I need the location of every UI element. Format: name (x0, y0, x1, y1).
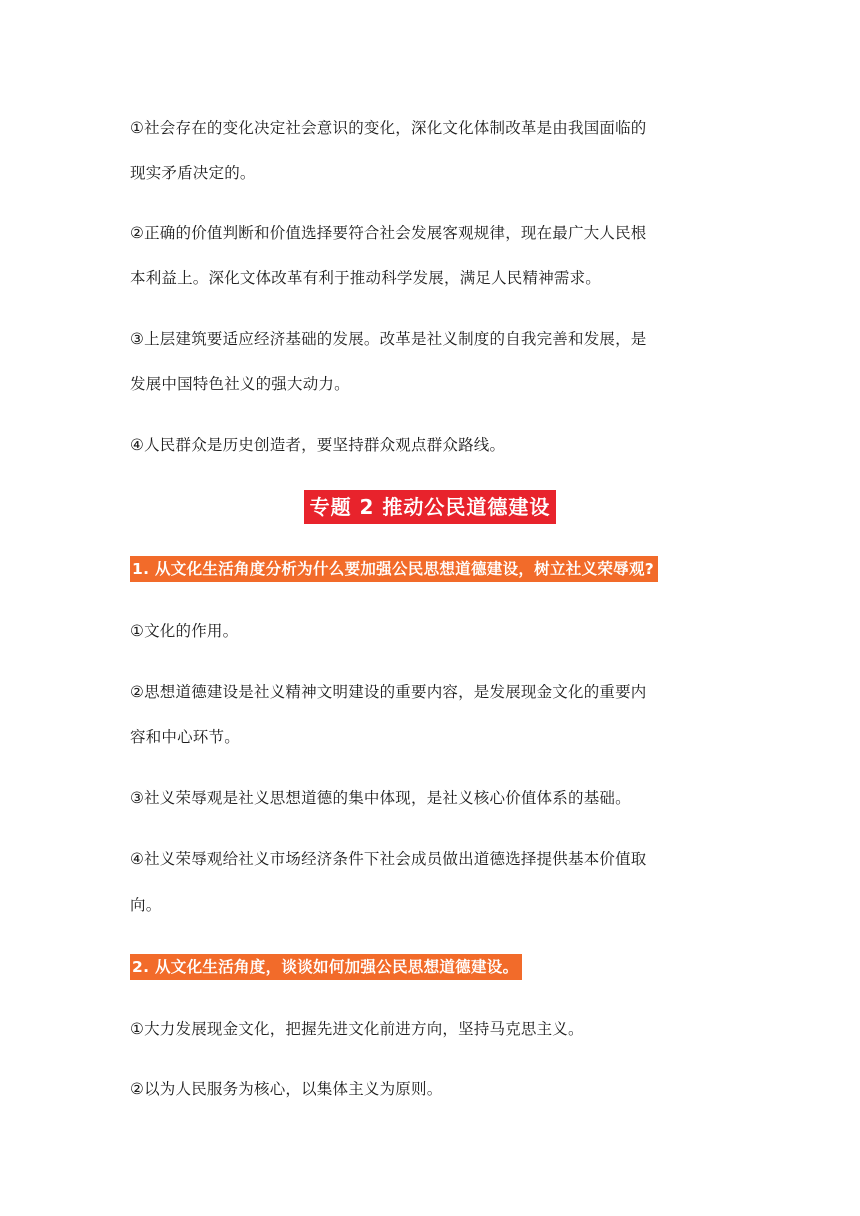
answer-line: ③社义荣辱观是社义思想道德的集中体现，是社义核心价值体系的基础。 (130, 789, 631, 807)
question-heading-2: 2. 从文化生活角度，谈谈如何加强公民思想道德建设。 (130, 954, 522, 980)
answer-line: ②思想道德建设是社义精神文明建设的重要内容，是发展现金文化的重要内 (130, 683, 647, 701)
answer-line: ①大力发展现金文化，把握先进文化前进方向，坚持马克思主义。 (130, 1020, 584, 1038)
answer-line: 容和中心环节。 (130, 728, 240, 746)
paragraph-line: ④人民群众是历史创造者，要坚持群众观点群众路线。 (130, 436, 506, 454)
paragraph-line: ①社会存在的变化决定社会意识的变化，深化文化体制改革是由我国面临的 (130, 119, 647, 137)
answer-line: ④社义荣辱观给社义市场经济条件下社会成员做出道德选择提供基本价值取 (130, 850, 647, 868)
question-heading-1: 1. 从文化生活角度分析为什么要加强公民思想道德建设，树立社义荣辱观? (130, 556, 658, 582)
paragraph-line: ②正确的价值判断和价值选择要符合社会发展客观规律，现在最广大人民根 (130, 224, 647, 242)
answer-line: ①文化的作用。 (130, 622, 239, 640)
paragraph-line: 本利益上。深化文体改革有利于推动科学发展，满足人民精神需求。 (130, 269, 602, 287)
answer-line: 向。 (130, 896, 162, 914)
section-title-text: 专题 2 推动公民道德建设 (304, 490, 557, 524)
answer-line: ②以为人民服务为核心，以集体主义为原则。 (130, 1080, 443, 1098)
section-heading (0, 490, 860, 524)
paragraph-line: ③上层建筑要适应经济基础的发展。改革是社义制度的自我完善和发展，是 (130, 330, 647, 348)
paragraph-line: 现实矛盾决定的。 (130, 164, 256, 182)
paragraph-line: 发展中国特色社义的强大动力。 (130, 375, 350, 393)
